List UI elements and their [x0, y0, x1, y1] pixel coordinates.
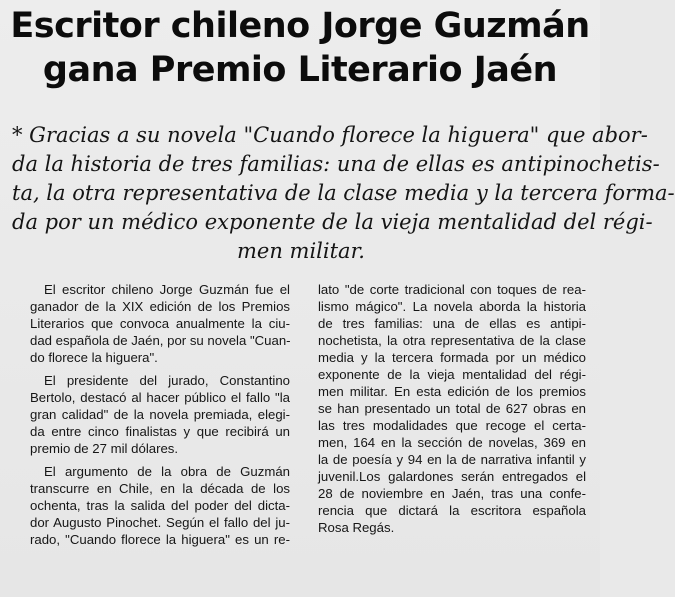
- subheading-line: * Gracias a su novela "Cuando florece la higuera" que abor-: [12, 123, 648, 147]
- paragraph: [30, 281, 290, 366]
- subheading: [12, 121, 675, 266]
- body-line: ganador de la XIX edición de los Premios: [30, 299, 290, 314]
- body-line: dad española de Jaén, por su novela "Cuan-: [30, 333, 291, 348]
- body-line: lismo mágico". La novela aborda la historia: [318, 299, 586, 314]
- body-line: Literarios que convoca anualmente la ciu-: [30, 316, 290, 331]
- subheading-line: men militar.: [237, 239, 365, 263]
- body-column-right: [318, 281, 586, 542]
- body-line: la de poesía y 94 en la de narrativa infantil y: [318, 452, 586, 467]
- body-line: transcurre en Chile, en la década de los: [30, 481, 290, 496]
- body-line: Rosa Regás.: [318, 520, 395, 535]
- body-line: nochetista, la otra representativa de la clase: [318, 333, 586, 348]
- subheading-line: da la historia de tres familias: una de ellas es antipinochetis-: [12, 152, 660, 176]
- body-line: dor Augusto Pinochet. Según el fallo del ju-: [30, 515, 290, 530]
- body-line: men, 164 en la sección de novelas, 369 en: [318, 435, 586, 450]
- body-line: de tres familias: una de ellas es antipi-: [318, 316, 586, 331]
- body-line: juvenil.Los galardones serán entregados el: [318, 469, 586, 484]
- headline-line: Escritor chileno Jorge Guzmán: [10, 6, 590, 46]
- body-line: gran calidad" de la novela premiada, elegi-: [30, 407, 290, 422]
- subheading-line: ta, la otra representativa de la clase media y la tercera forma-: [12, 181, 675, 205]
- body-line: exponente de la vieja mentalidad del régi-: [318, 367, 586, 382]
- body-column-left: [30, 281, 290, 554]
- body-line: do florece la higuera".: [30, 350, 158, 365]
- body-line: premio de 27 mil dólares.: [30, 441, 179, 456]
- body-line: rado, "Cuando florece la higuera" es un re-: [30, 532, 290, 547]
- body-line: El presidente del jurado, Constantino: [44, 373, 290, 388]
- headline: [0, 4, 600, 92]
- body-line: men militar. En esta edición de los premios: [318, 384, 586, 399]
- body-line: ochenta, tras la salida del poder del dicta-: [30, 498, 290, 513]
- body-line: da entre cinco finalistas y que recibirá un: [30, 424, 290, 439]
- paragraph: [30, 372, 290, 457]
- body-line: rencia que dictará la escritora española: [318, 503, 586, 518]
- body-line: El argumento de la obra de Guzmán: [44, 464, 290, 479]
- subheading-line: da por un médico exponente de la vieja mentalidad del régi-: [12, 210, 653, 234]
- paragraph: [318, 281, 586, 536]
- headline-line: gana Premio Literario Jaén: [42, 50, 558, 90]
- paragraph: [30, 463, 290, 548]
- body-line: se han presentado un total de 627 obras en: [318, 401, 586, 416]
- body-line: las tres modalidades que recoge el certa-: [318, 418, 586, 433]
- body-line: media y la tercera formada por un médico: [318, 350, 586, 365]
- body-line: lato "de corte tradicional con toques de rea-: [318, 282, 586, 297]
- body-line: Bertolo, destacó al hacer público el fallo "la: [30, 390, 290, 405]
- body-line: 28 de noviembre en Jaén, tras una confe-: [318, 486, 586, 501]
- body-line: El escritor chileno Jorge Guzmán fue el: [44, 282, 290, 297]
